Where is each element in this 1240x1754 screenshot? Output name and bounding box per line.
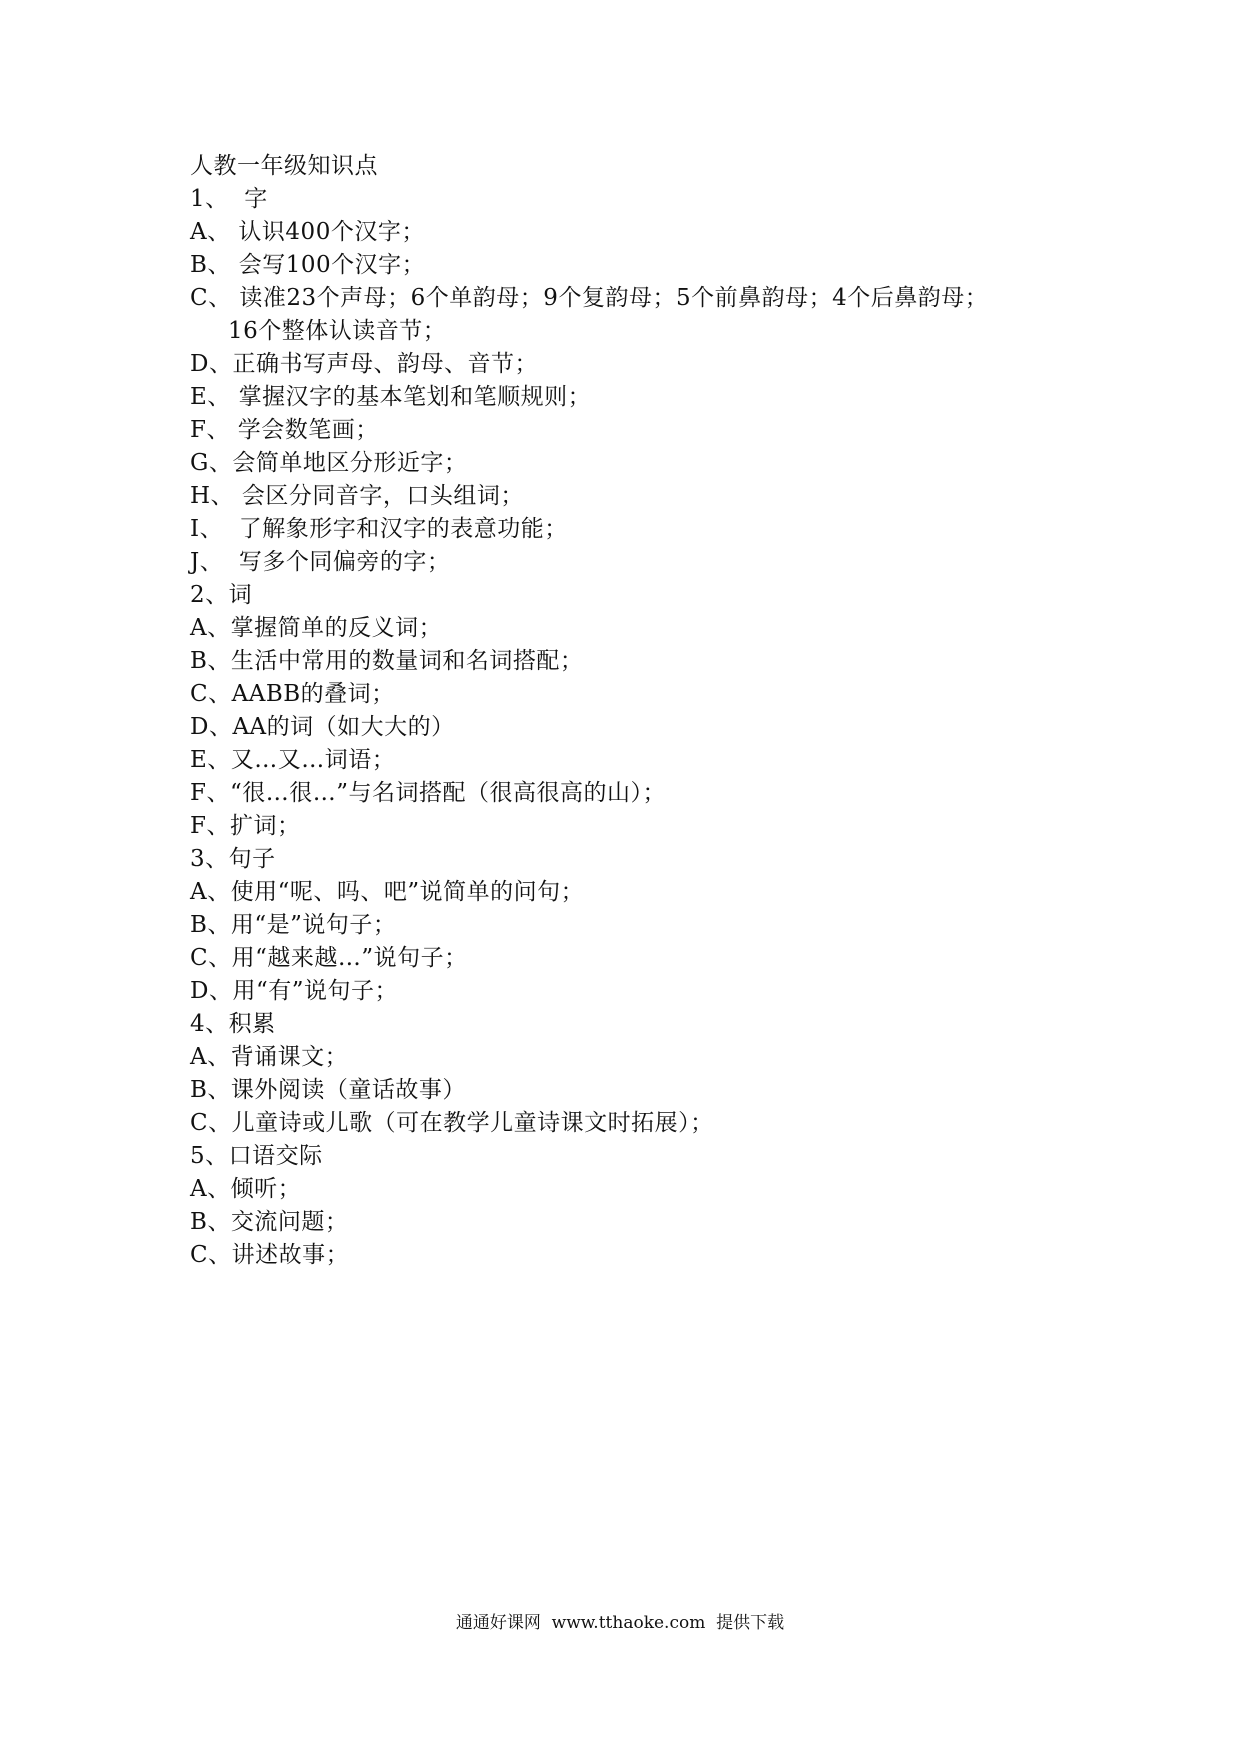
knowledge-point-line: E、 掌握汉字的基本笔划和笔顺规则； [190,384,592,410]
knowledge-point-line: 2、词 [190,582,253,608]
knowledge-point-line: 3、句子 [190,846,276,872]
knowledge-point-line: J、 写多个同偏旁的字； [190,549,451,575]
knowledge-point-line: B、交流问题； [190,1209,349,1235]
knowledge-point-line: C、用“越来越…”说句子； [190,945,468,971]
knowledge-point-line: C、 读准23个声母；6个单韵母；9个复韵母；5个前鼻韵母；4个后鼻韵母； [190,285,989,311]
knowledge-point-line: A、背诵课文； [190,1044,349,1070]
knowledge-point-line: C、AABB的叠词； [190,681,395,707]
knowledge-point-line: F、“很…很…”与名词搭配（很高很高的山）； [190,780,666,806]
knowledge-point-line: A、 认识400个汉字； [190,219,425,245]
knowledge-point-line: E、又…又…词语； [190,747,396,773]
knowledge-point-line: B、生活中常用的数量词和名词搭配； [190,648,584,674]
knowledge-point-line: D、用“有”说句子； [190,978,398,1004]
document-title: 人教一年级知识点 [190,153,378,179]
knowledge-point-line: 4、积累 [190,1011,276,1037]
knowledge-point-line: 5、口语交际 [190,1143,323,1169]
knowledge-point-line: 16个整体认读音节； [228,318,447,344]
knowledge-point-line: B、用“是”说句子； [190,912,397,938]
knowledge-point-line: 1、 字 [190,186,268,212]
knowledge-point-line: F、 学会数笔画； [190,417,379,443]
knowledge-point-line: C、讲述故事； [190,1242,350,1268]
knowledge-point-line: A、掌握简单的反义词； [190,615,443,641]
knowledge-point-line: I、 了解象形字和汉字的表意功能； [190,516,568,542]
knowledge-point-line: B、课外阅读（童话故事） [190,1077,466,1103]
knowledge-point-list [190,183,1090,1272]
knowledge-point-line: G、会简单地区分形近字； [190,450,468,476]
knowledge-point-line: D、正确书写声母、韵母、音节； [190,351,538,377]
knowledge-point-line: F、扩词； [190,813,301,839]
knowledge-point-line: B、 会写100个汉字； [190,252,426,278]
download-footer: 通通好课网 www.tthaoke.com 提供下载 [455,1613,785,1633]
knowledge-point-line: C、儿童诗或儿歌（可在教学儿童诗课文时拓展）； [190,1110,714,1136]
knowledge-point-line: D、AA的词（如大大的） [190,714,455,740]
knowledge-point-line: A、使用“呢、吗、吧”说简单的问句； [190,879,585,905]
knowledge-point-line: A、倾听； [190,1176,302,1202]
document-body [190,150,1090,1272]
knowledge-point-line: H、 会区分同音字，口头组词； [190,483,524,509]
